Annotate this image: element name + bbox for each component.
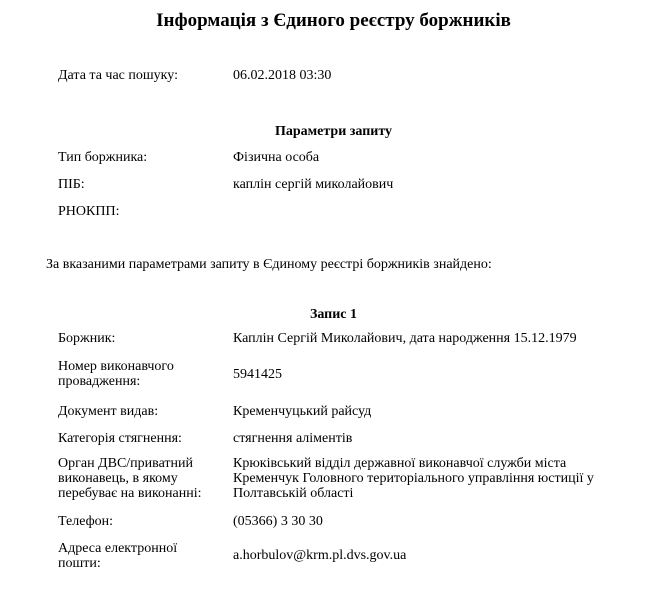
case-number-label bbox=[58, 359, 228, 389]
case-number-value: 5941425 bbox=[233, 367, 282, 382]
params-heading: Параметри запиту bbox=[274, 124, 393, 139]
agency-label-line: виконавець, в якому bbox=[58, 471, 178, 486]
agency-value-line: Крюківський відділ державної виконавчої служби міста bbox=[233, 456, 567, 471]
name-value: каплін сергій миколайович bbox=[233, 177, 394, 192]
email-label-line: Адреса електронної bbox=[58, 541, 178, 556]
rnokpp-label: РНОКПП: bbox=[58, 204, 120, 219]
search-datetime-value: 06.02.2018 03:30 bbox=[233, 68, 332, 83]
category-label: Категорія стягнення: bbox=[58, 431, 182, 446]
email-label-line: пошти: bbox=[58, 556, 101, 571]
agency-label-line: Орган ДВС/приватний bbox=[58, 456, 194, 471]
email-label bbox=[58, 541, 228, 571]
record-heading: Запис 1 bbox=[309, 307, 358, 322]
issuer-label: Документ видав: bbox=[58, 404, 159, 419]
email-value: a.horbulov@krm.pl.dvs.gov.ua bbox=[233, 548, 407, 563]
search-datetime-label: Дата та час пошуку: bbox=[58, 68, 178, 83]
debtor-label: Боржник: bbox=[58, 331, 116, 346]
agency-label-line: перебуває на виконанні: bbox=[58, 486, 202, 501]
agency-value-line: Полтавській області bbox=[233, 486, 354, 501]
debtor-type-label: Тип боржника: bbox=[58, 150, 148, 165]
agency-value bbox=[233, 456, 648, 501]
case-number-label-line: провадження: bbox=[58, 374, 141, 389]
debtor-value: Каплін Сергій Миколайович, дата народження 15.12.1979 bbox=[233, 331, 577, 346]
name-label: ПІБ: bbox=[58, 177, 85, 192]
debtor-type-value: Фізична особа bbox=[233, 150, 320, 165]
case-number-label-line: Номер виконавчого bbox=[58, 359, 174, 374]
agency-label bbox=[58, 456, 228, 501]
result-intro: За вказаними параметрами запиту в Єдиному реєстрі боржників знайдено: bbox=[46, 257, 492, 272]
agency-value-line: Кременчук Головного територіального управління юстиції у bbox=[233, 471, 594, 486]
phone-label: Телефон: bbox=[58, 514, 114, 529]
phone-value: (05366) 3 30 30 bbox=[233, 514, 323, 529]
page-title: Інформація з Єдиного реєстру боржників bbox=[156, 10, 511, 31]
issuer-value: Кременчуцький райсуд bbox=[233, 404, 372, 419]
category-value: стягнення аліментів bbox=[233, 431, 353, 446]
